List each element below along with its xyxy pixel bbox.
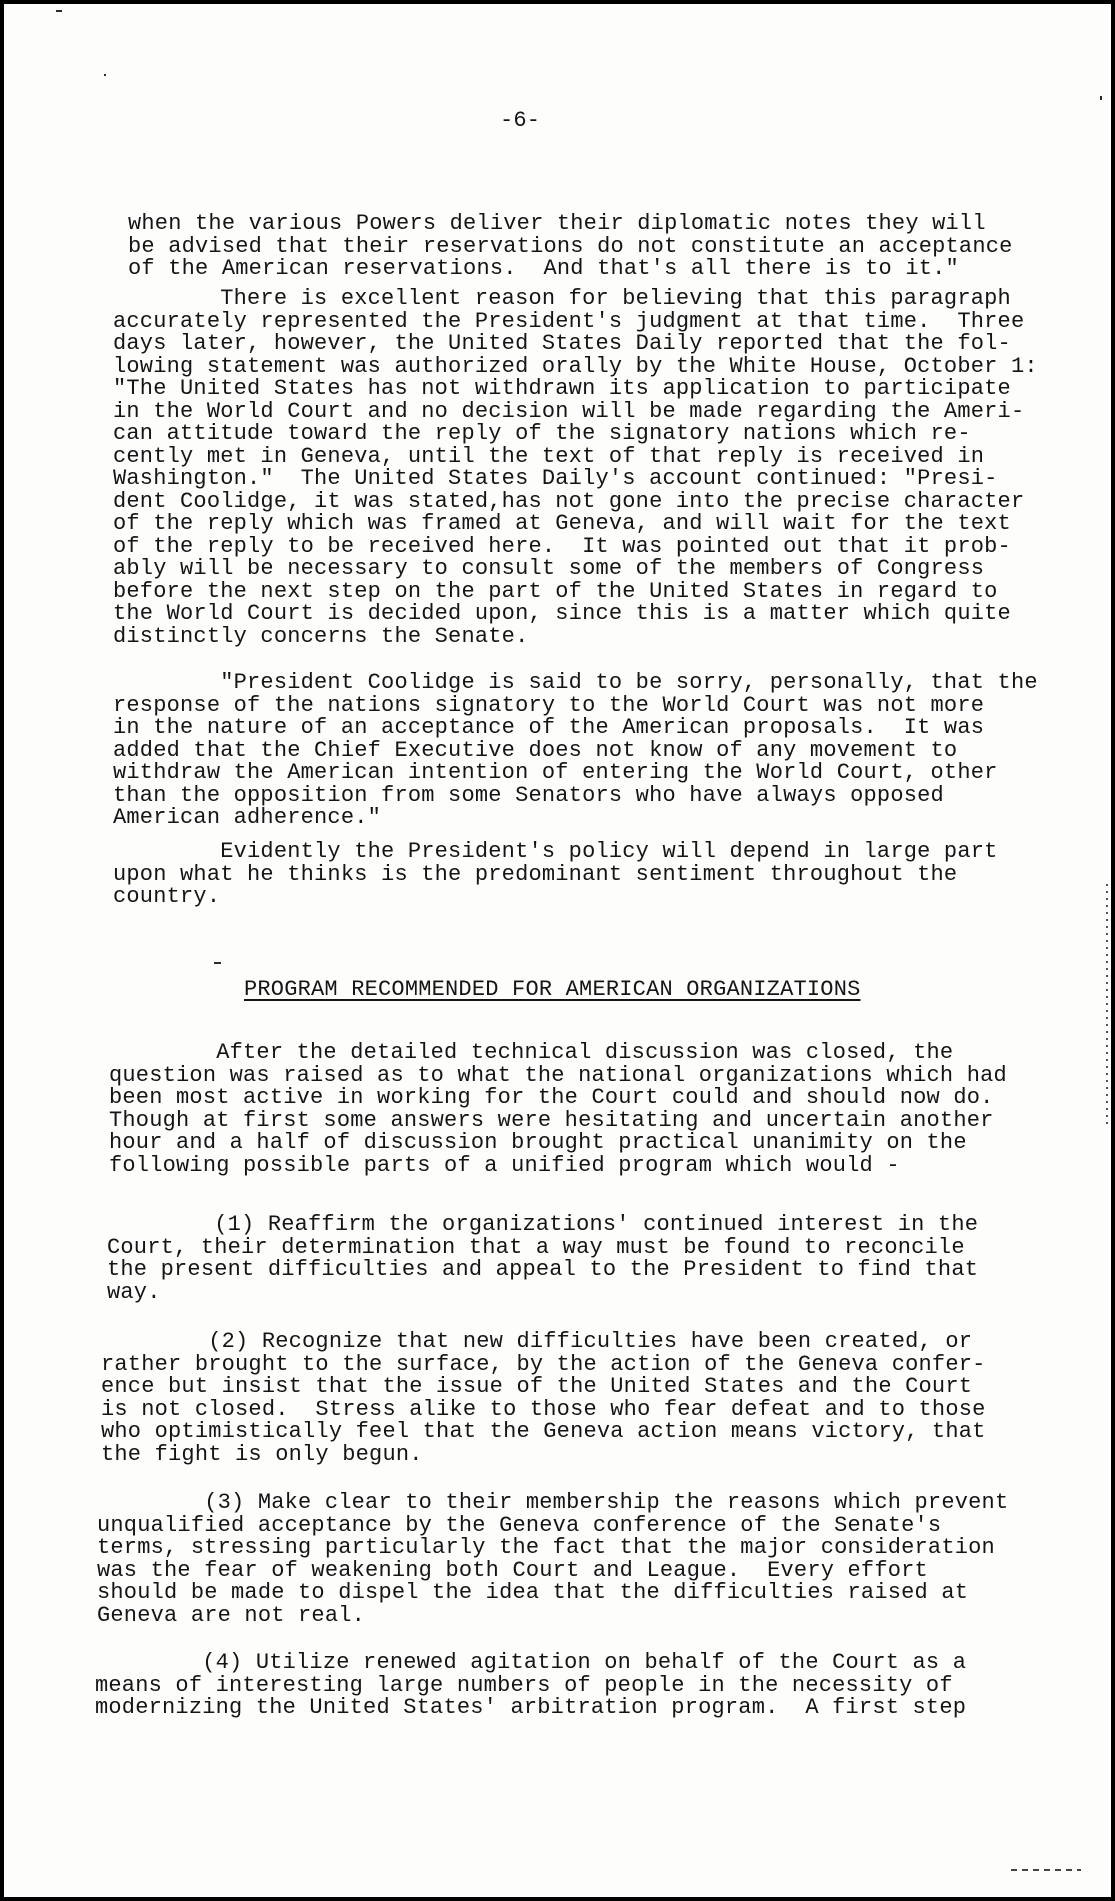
scan-speck (104, 74, 106, 76)
body-paragraph: After the detailed technical discussion was closed, the question was raised as to what the national organizations which had been most active in working for the Court could and should now do. Though at first some answers were hesitating and uncertain another hour and a half of discussion brought practical unanimity on the following possible parts of a unified program which would - (109, 1040, 1007, 1178)
section-heading: PROGRAM RECOMMENDED FOR AMERICAN ORGANIZATIONS (244, 977, 861, 1002)
scan-speck (56, 10, 62, 12)
document-page (4, 4, 1111, 1897)
program-item: (2) Recognize that new difficulties have been created, or rather brought to the surface, by the action of the Geneva confer- ence but insist that the issue of the United States and the Court is not closed. Stress alike to those who fear defeat and to those who optimistically feel that the Geneva action means victory, that the fight is only begun. (101, 1329, 986, 1467)
body-paragraph: "President Coolidge is said to be sorry, personally, that the response of the nations signatory to the World Court was not more in the nature of an acceptance of the American proposals. It was added that the Chief Executive does not know of any movement to withdraw the American intention of entering the World Court, other than the opposition from some Senators who have always opposed American adherence." (113, 670, 1038, 830)
scan-speck (214, 962, 221, 964)
scan-edge-artifact (1106, 884, 1108, 1124)
scan-speck (1100, 96, 1102, 100)
body-paragraph: when the various Powers deliver their diplomatic notes they will be advised that their reservations do not constitute an acceptance of the American reservations. And that's all there is to it." (128, 211, 1013, 281)
program-item: (4) Utilize renewed agitation on behalf of the Court as a means of interesting large numbers of people in the necessity of modernizing the United States' arbitration program. A first step (95, 1650, 967, 1720)
body-paragraph: Evidently the President's policy will depend in large part upon what he thinks is the predominant sentiment throughout the country. (113, 839, 998, 909)
scan-edge-artifact (1011, 1869, 1081, 1871)
page-number: -6- (500, 108, 541, 133)
program-item: (3) Make clear to their membership the reasons which prevent unqualified acceptance by the Geneva conference of the Senate's terms, stressing particularly the fact that the major consideration was the fear of weakening both Court and League. Every effort should be made to dispel the idea that the difficulties raised at Geneva are not real. (97, 1490, 1009, 1628)
body-paragraph: There is excellent reason for believing that this paragraph accurately represented the President's judgment at that time. Three days later, however, the United States Daily reported that the fol- lowing statement was authorized orally by the White House, October 1: "The United States has not withdrawn its application to participate in the World Court and no decision will be made regarding the Ameri- can attitude toward the reply of the signatory nations which re- cently met in Geneva, until the text of that reply is received in Washington." The United States Daily's account continued: "Presi- dent Coolidge, it was stated,has not gone into the precise character of the reply which was framed at Geneva, and will wait for the text of the reply to be received here. It was pointed out that it prob- ably will be necessary to consult some of the members of Congress before the next step on the part of the United States in regard to the World Court is decided upon, since this is a matter which quite distinctly concerns the Senate. (113, 286, 1038, 649)
program-item: (1) Reaffirm the organizations' continued interest in the Court, their determination that a way must be found to reconcile the present difficulties and appeal to the President to find that way. (107, 1212, 979, 1305)
